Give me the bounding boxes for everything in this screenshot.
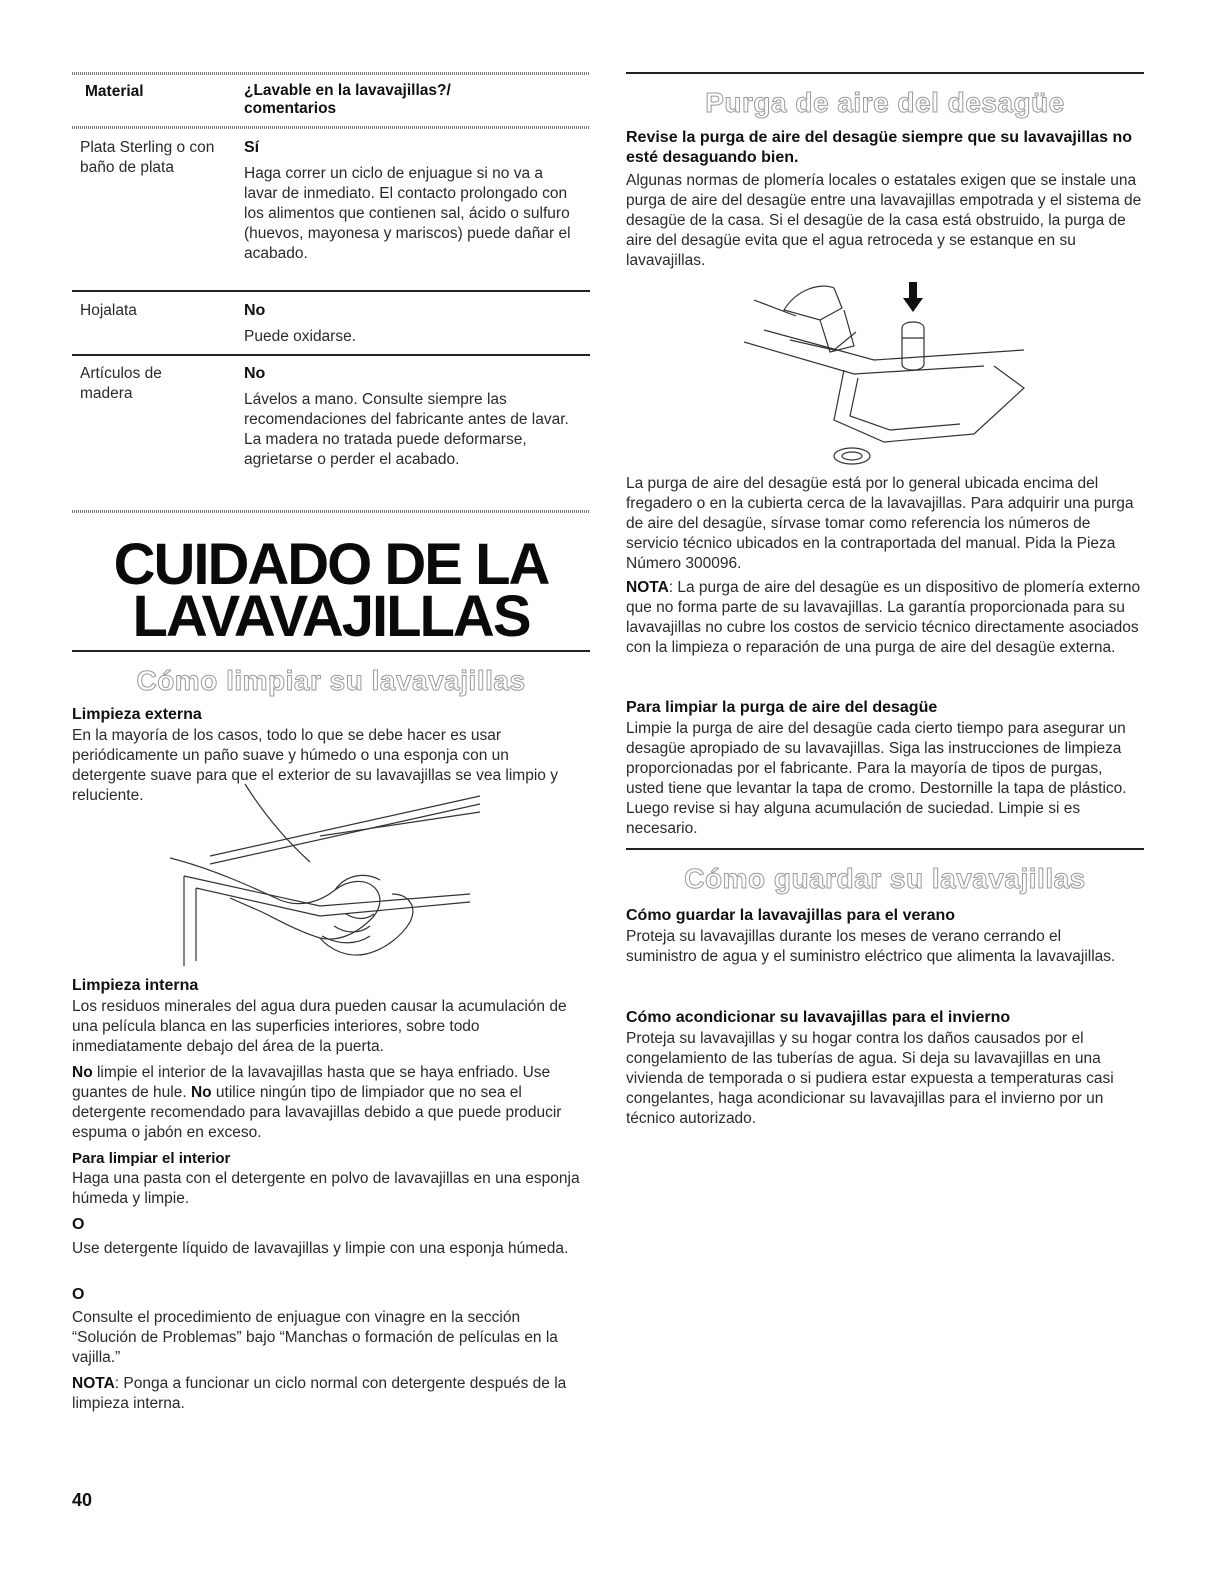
table-row-material: Hojalata [80,302,137,319]
or-separator: O [72,1286,85,1303]
external-cleaning-text: En la mayoría de los casos, todo lo que se debe hacer es usar periódicamente un paño suave y húmedo o una esponja con un detergente suave para que el exterior de su lavavajillas se vea limpio y reluciente. [72,727,558,804]
or-separator: O [72,1216,85,1233]
no-emphasis: No [190,1084,212,1101]
page-number: 40 [72,1490,93,1510]
summer-storage-heading: Cómo guardar la lavavajillas para el verano [626,907,956,924]
table-header-comments: ¿Lavable en la lavavajillas?/ comentarios [244,82,451,117]
summer-storage-text: Proteja su lavavajillas durante los meses de verano cerrando el suministro de agua y el suministro eléctrico que alimenta la lavavajillas. [626,928,1116,965]
internal-cleaning-heading: Limpieza interna [72,977,199,994]
table-row-material: Plata Sterling o con baño de plata [80,139,215,176]
section-rule [626,72,1144,74]
internal-cleaning-text: Los residuos minerales del agua dura pueden causar la acumulación de una película blanca en las superficies interiores, sobre todo inmediatamente debajo del área de la puerta. [72,998,567,1055]
air-gap-illustration [724,270,1054,470]
wiping-illustration [170,776,590,976]
note-label: NOTA [626,579,669,596]
section-title-storage: Cómo guardar su lavavajillas [684,863,1086,894]
table-row-comment: Puede oxidarse. [244,328,357,345]
table-bottom-dotted-rule [72,510,590,513]
note-label: NOTA [72,1375,115,1392]
note-text: : La purga de aire del desagüe es un dispositivo de plomería externo que no forma parte de su lavavajillas. La garantía proporcionada para su lavavajillas no cubre los costos de servicio técnico directamente asociados con la limpieza o reparación de una purga de aire del desagüe externa. [626,579,1141,656]
table-header-material: Material [85,83,144,100]
section-title-air-gap: Purga de aire del desagüe [705,87,1065,118]
section-rule [72,650,590,652]
air-gap-location: La purga de aire del desagüe está por lo general ubicada encima del fregadero o en la cubierta cerca de la lavavajillas. Para adquirir una purga de aire del desagüe, sírvase tomar como referencia los números de servicio técnico ubicados en la contraportada del manual. Pida la Pieza Número 300096. [626,475,1134,572]
internal-cleaning-note [72,1374,586,1414]
vinegar-rinse-text: Consulte el procedimiento de enjuague con vinagre en la sección “Solución de Problemas” bajo “Manchas o formación de películas en la vajilla.” [72,1309,558,1366]
main-title-line-2: LAVAVAJILLAS [132,584,530,649]
table-row-divider [72,354,590,356]
warning-text-a: limpie el interior de la lavavajillas hasta que se haya enfriado. Use guantes de hule. [72,1064,551,1101]
air-gap-note [626,578,1142,658]
liquid-detergent-text: Use detergente líquido de lavavajillas y limpie con una esponja húmeda. [72,1240,569,1257]
air-gap-lead: Revise la purga de aire del desagüe siempre que su lavavajillas no esté desaguando bien. [626,129,1132,166]
table-row-comment: Lávelos a mano. Consulte siempre las recomendaciones del fabricante antes de lavar. La madera no tratada puede deformarse, agrietarse o perder el acabado. [244,391,569,468]
air-gap-intro: Algunas normas de plomería locales o estatales exigen que se instale una purga de aire del desagüe entre una lavavajillas empotrada y el sistema de desagüe de la casa. Si el desagüe de la casa está obstruido, la purga de aire del desagüe evita que el agua retroceda y se estanque en su lavavajillas. [626,172,1142,269]
note-text: : Ponga a funcionar un ciclo normal con detergente después de la limpieza interna. [72,1375,567,1412]
section-rule [626,848,1144,850]
air-gap-cleaning-text: Limpie la purga de aire del desagüe cada cierto tiempo para asegurar un desagüe apropiado de su lavavajillas. Siga las instrucciones de limpieza proporcionadas por el fabricante. Para la mayoría de tipos de purgas, usted tiene que levantar la tapa de cromo. Destornille la tapa de plástico. Luego revise si hay alguna acumulación de suciedad. Limpie si es necesario. [626,720,1127,837]
air-gap-cleaning-heading: Para limpiar la purga de aire del desagüe [626,699,938,716]
table-top-dotted-rule [72,72,590,75]
section-title-cleaning: Cómo limpiar su lavavajillas [136,665,526,696]
no-emphasis: No [72,1064,93,1081]
winter-storage-heading: Cómo acondicionar su lavavajillas para el invierno [626,1009,1011,1026]
table-header-dotted-rule [72,126,590,129]
interior-cleaning-heading: Para limpiar el interior [72,1150,231,1167]
table-row-answer: Sí [244,139,260,156]
warning-text-b: utilice ningún tipo de limpiador que no sea el detergente recomendado para lavavajillas debido a que puede producir espuma o jabón en exceso. [72,1084,562,1141]
main-title-line-1: CUIDADO DE LA [113,532,549,597]
interior-cleaning-text: Haga una pasta con el detergente en polvo de lavavajillas en una esponja húmeda y limpie. [72,1170,580,1207]
table-row-comment: Haga correr un ciclo de enjuague si no va a lavar de inmediato. El contacto prolongado con los alimentos que contienen sal, ácido o sulfuro (huevos, mayonesa y mariscos) puede dañar el acabado. [244,165,571,262]
table-row-material: Artículos de madera [80,365,162,402]
winter-storage-text: Proteja su lavavajillas y su hogar contra los daños causados por el congelamiento de las tuberías de agua. Si deja su lavavajillas en una vivienda de temporada o si pudiera estar expuesta a temperaturas casi congelantes, haga acondicionar su lavavajillas para el invierno por un técnico autorizado. [626,1030,1114,1127]
internal-cleaning-warning [72,1063,586,1143]
table-row-answer: No [244,302,266,319]
table-row-divider [72,290,590,292]
table-row-answer: No [244,365,266,382]
external-cleaning-heading: Limpieza externa [72,706,202,723]
